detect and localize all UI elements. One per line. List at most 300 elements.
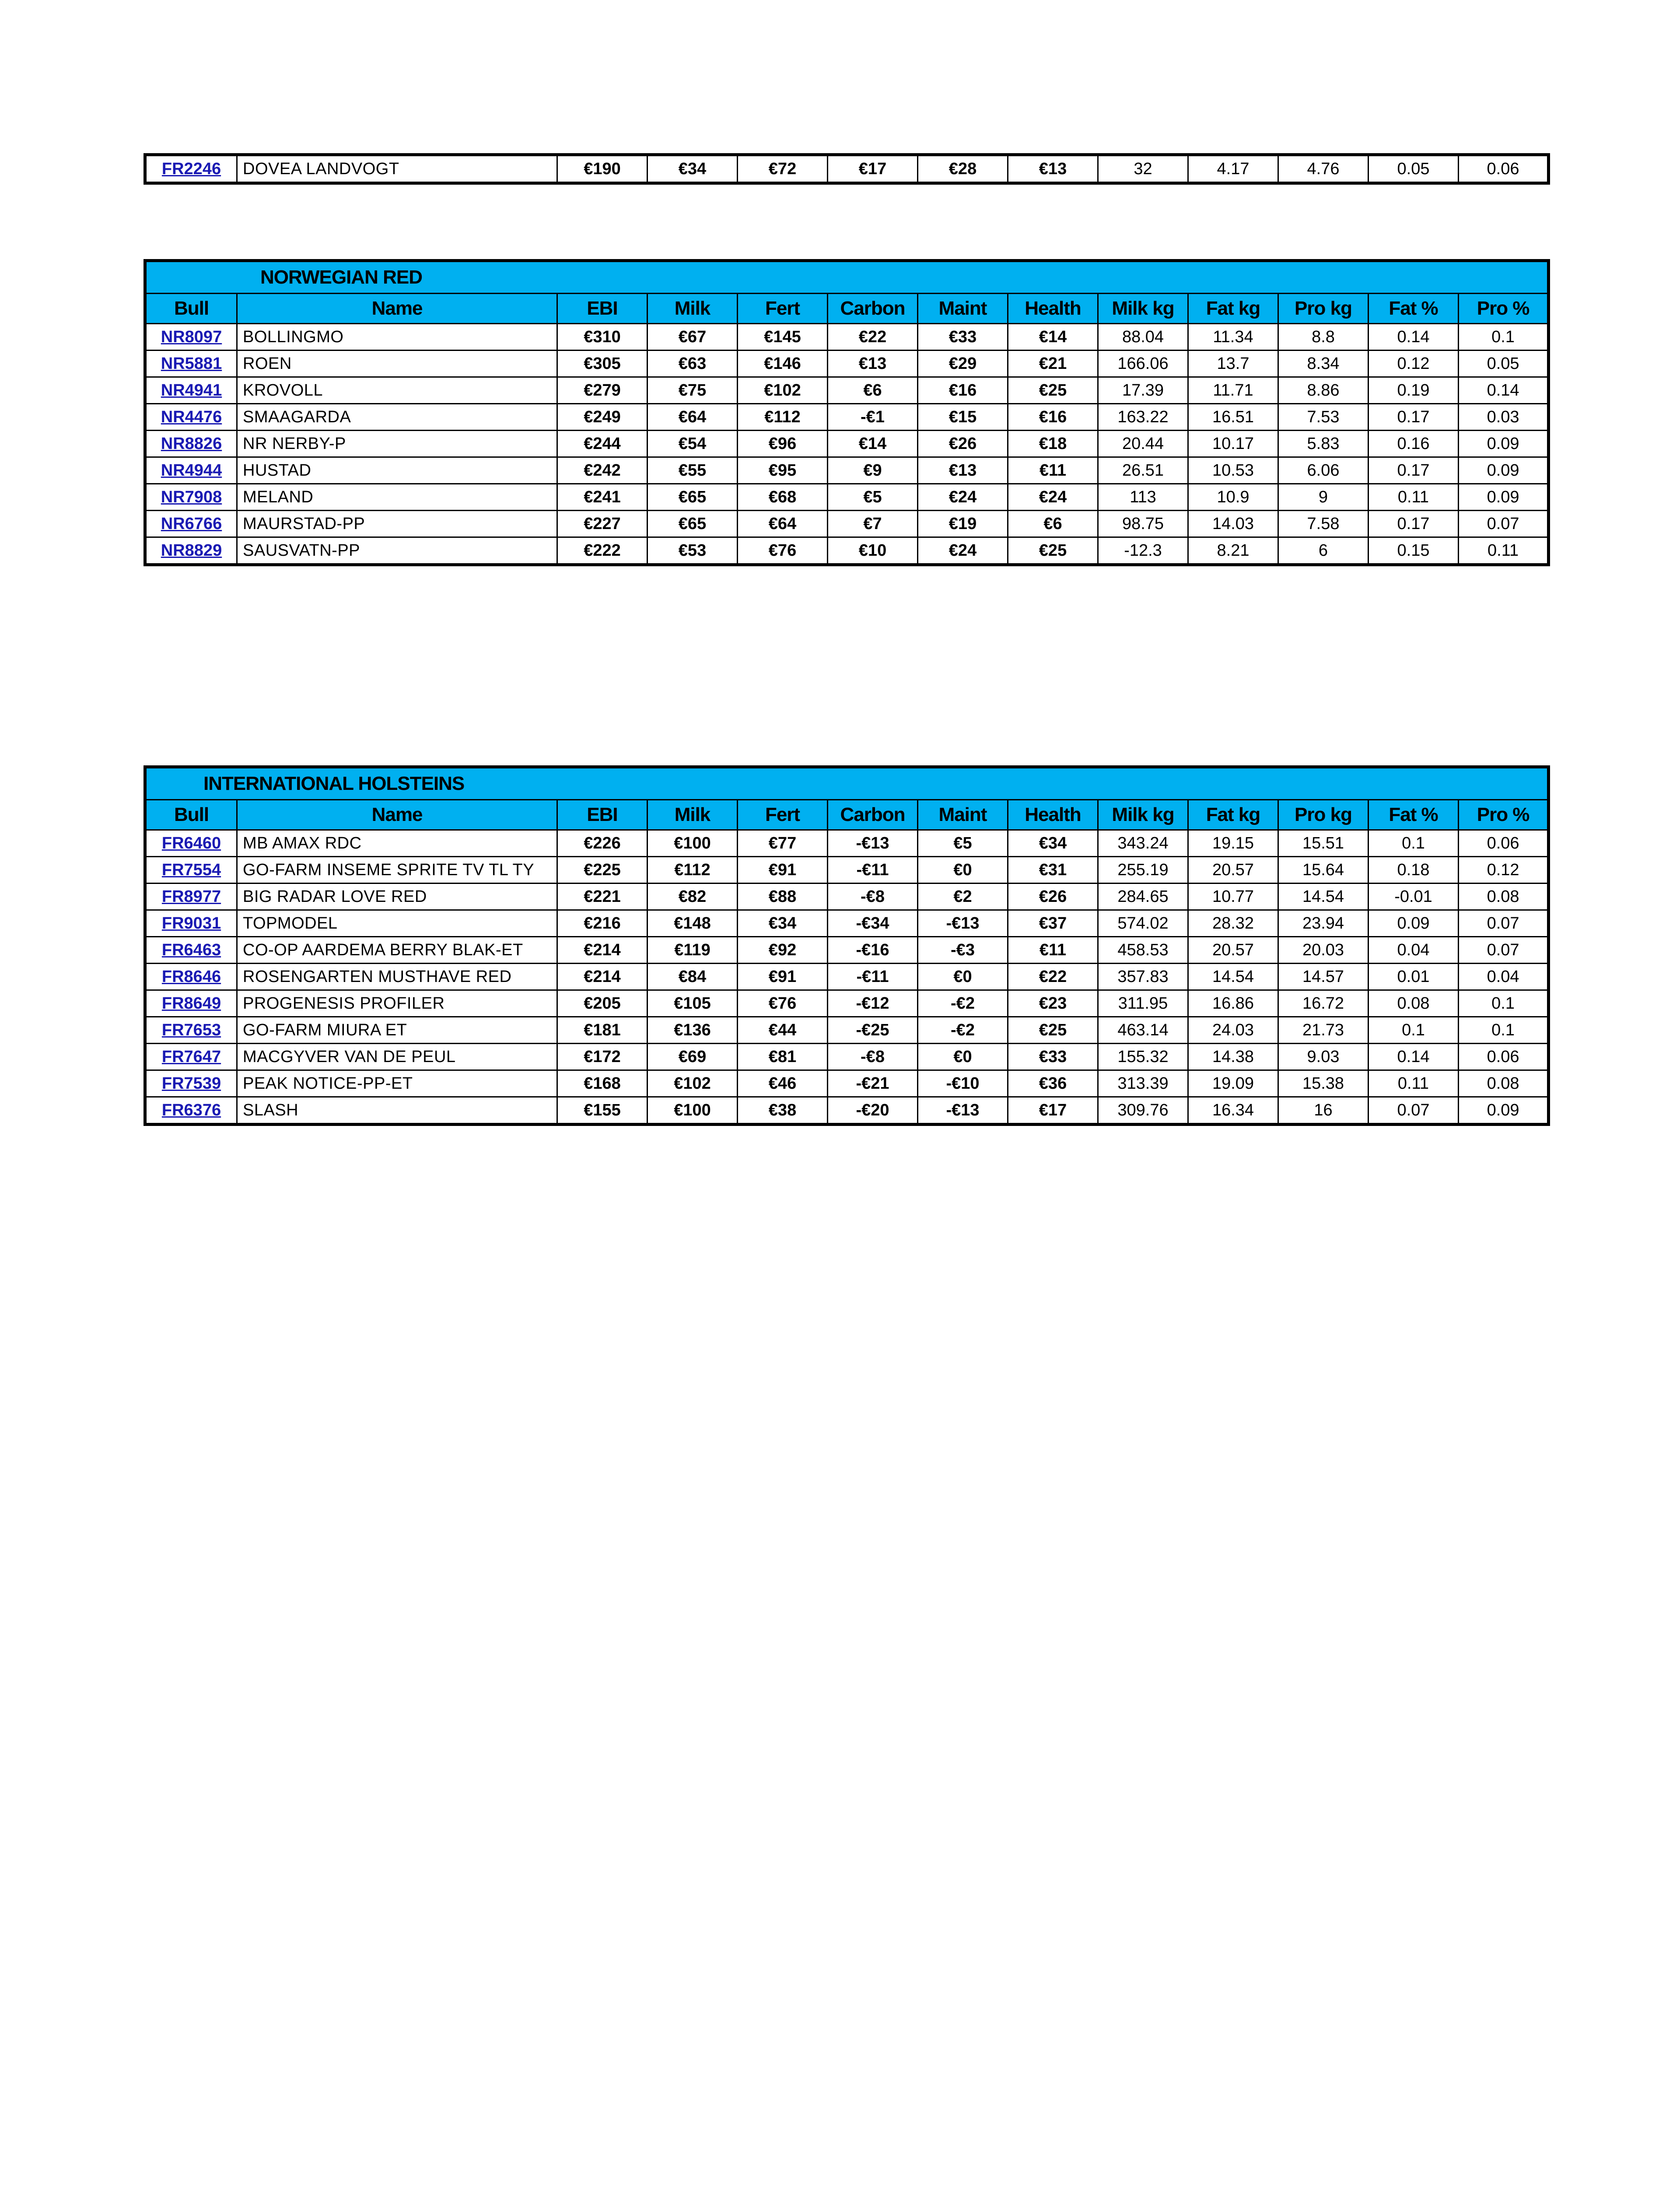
value-cell: €23 [1008,990,1098,1017]
value-cell: 0.09 [1459,457,1549,484]
value-cell: 0.17 [1368,511,1459,537]
value-cell: €5 [828,484,918,511]
value-cell: €225 [557,857,648,884]
section-title: NORWEGIAN RED [260,266,422,288]
value-cell: €112 [648,857,738,884]
value-cell: €19 [918,511,1008,537]
value-cell: 0.03 [1459,404,1549,431]
value-cell: -€34 [828,910,918,937]
bull-cell [145,324,237,351]
bull-name-cell: PROGENESIS PROFILER [237,990,557,1017]
table-row [145,404,1549,431]
value-cell: €279 [557,377,648,404]
value-cell: €33 [918,324,1008,351]
bull-name-cell: KROVOLL [237,377,557,404]
value-cell: -0.01 [1368,884,1459,910]
value-cell: 8.86 [1278,377,1368,404]
bull-cell [145,1097,237,1125]
value-cell: €226 [557,830,648,857]
value-cell: 0.09 [1368,910,1459,937]
bull-link[interactable]: NR8826 [161,435,222,453]
bull-name-cell: MAURSTAD-PP [237,511,557,537]
value-cell: €136 [648,1017,738,1044]
value-cell: €5 [918,830,1008,857]
value-cell: €24 [918,537,1008,565]
value-cell: €29 [918,351,1008,377]
table-row [145,511,1549,537]
value-cell: €95 [738,457,828,484]
value-cell: 357.83 [1098,964,1188,990]
column-header: Milk [648,800,738,830]
value-cell: €91 [738,857,828,884]
section-title: INTERNATIONAL HOLSTEINS [203,773,465,794]
value-cell: 20.03 [1278,937,1368,964]
value-cell: -€13 [828,830,918,857]
table-row [145,484,1549,511]
value-cell: 0.09 [1459,1097,1549,1125]
value-cell: €6 [1008,511,1098,537]
bull-cell [145,1017,237,1044]
value-cell: €64 [648,404,738,431]
value-cell: €221 [557,884,648,910]
value-cell: 19.15 [1188,830,1278,857]
value-cell: €34 [738,910,828,937]
value-cell: -€1 [828,404,918,431]
value-cell: 16.86 [1188,990,1278,1017]
bull-link[interactable]: FR6460 [161,834,221,852]
value-cell: 463.14 [1098,1017,1188,1044]
value-cell: 0.14 [1459,377,1549,404]
value-cell: €25 [1008,537,1098,565]
value-cell: 4.76 [1278,155,1368,183]
value-cell: €76 [738,990,828,1017]
bull-link[interactable]: FR6376 [161,1101,221,1119]
bull-name-cell: NR NERBY-P [237,431,557,457]
value-cell: 13.7 [1188,351,1278,377]
table-row [145,937,1549,964]
value-cell: 284.65 [1098,884,1188,910]
bull-link[interactable]: FR8977 [161,887,221,906]
value-cell: 10.53 [1188,457,1278,484]
value-cell: 14.54 [1188,964,1278,990]
bull-cell [145,857,237,884]
bull-link[interactable]: FR6463 [161,941,221,959]
value-cell: 0.14 [1368,1044,1459,1070]
value-cell: 6 [1278,537,1368,565]
value-cell: €75 [648,377,738,404]
section-title-cell [145,767,1549,800]
value-cell: -€2 [918,1017,1008,1044]
value-cell: 23.94 [1278,910,1368,937]
value-cell: 0.05 [1368,155,1459,183]
bull-name-cell: PEAK NOTICE-PP-ET [237,1070,557,1097]
value-cell: 0.1 [1459,1017,1549,1044]
table-row [145,1097,1549,1125]
value-cell: 10.77 [1188,884,1278,910]
value-cell: 20.57 [1188,937,1278,964]
column-header: Fert [738,294,828,324]
value-cell: 16 [1278,1097,1368,1125]
table-row [145,1017,1549,1044]
column-header: Fert [738,800,828,830]
value-cell: €15 [918,404,1008,431]
value-cell: €242 [557,457,648,484]
value-cell: -€12 [828,990,918,1017]
column-header: EBI [557,800,648,830]
section-title-row [145,767,1549,800]
value-cell: 0.06 [1459,1044,1549,1070]
value-cell: 0.07 [1459,910,1549,937]
value-cell: €25 [1008,377,1098,404]
table-row [145,537,1549,565]
column-header: Maint [918,294,1008,324]
value-cell: -€11 [828,857,918,884]
value-cell: 10.17 [1188,431,1278,457]
table-row [145,964,1549,990]
header-row [145,800,1549,830]
bull-cell [145,351,237,377]
value-cell: 8.34 [1278,351,1368,377]
value-cell: 0.04 [1459,964,1549,990]
column-header: EBI [557,294,648,324]
value-cell: 0.11 [1368,1070,1459,1097]
value-cell: €181 [557,1017,648,1044]
value-cell: €46 [738,1070,828,1097]
value-cell: €33 [1008,1044,1098,1070]
value-cell: 0.18 [1368,857,1459,884]
bull-cell [145,511,237,537]
value-cell: 21.73 [1278,1017,1368,1044]
bull-link[interactable]: FR7554 [161,861,221,879]
international-holsteins-table [144,765,1550,1126]
value-cell: €112 [738,404,828,431]
value-cell: €222 [557,537,648,565]
value-cell: €17 [1008,1097,1098,1125]
value-cell: 16.51 [1188,404,1278,431]
bull-link[interactable]: FR7647 [161,1048,221,1066]
value-cell: €96 [738,431,828,457]
column-header: Carbon [828,800,918,830]
value-cell: €13 [918,457,1008,484]
bull-name-cell: MELAND [237,484,557,511]
bull-link[interactable]: FR8649 [161,994,221,1013]
value-cell: €0 [918,964,1008,990]
value-cell: €34 [648,155,738,183]
bull-name-cell: MACGYVER VAN DE PEUL [237,1044,557,1070]
value-cell: €205 [557,990,648,1017]
value-cell: 255.19 [1098,857,1188,884]
value-cell: €16 [918,377,1008,404]
value-cell: -€8 [828,1044,918,1070]
value-cell: €68 [738,484,828,511]
value-cell: €145 [738,324,828,351]
value-cell: -€3 [918,937,1008,964]
bull-link[interactable]: FR7539 [161,1074,221,1093]
value-cell: €9 [828,457,918,484]
value-cell: 0.11 [1368,484,1459,511]
value-cell: €2 [918,884,1008,910]
bull-link[interactable]: FR9031 [161,914,221,933]
value-cell: €54 [648,431,738,457]
value-cell: 16.72 [1278,990,1368,1017]
table-row [145,155,1549,183]
value-cell: €10 [828,537,918,565]
value-cell: €25 [1008,1017,1098,1044]
bull-link[interactable]: FR7653 [161,1021,221,1039]
value-cell: 15.64 [1278,857,1368,884]
column-header: Pro % [1459,294,1549,324]
value-cell: 14.57 [1278,964,1368,990]
bull-name-cell: GO-FARM MIURA ET [237,1017,557,1044]
value-cell: €55 [648,457,738,484]
bull-cell [145,537,237,565]
bull-link[interactable]: NR7908 [161,488,222,506]
column-header: Bull [145,294,237,324]
bull-cell [145,457,237,484]
value-cell: 8.8 [1278,324,1368,351]
bull-name-cell: CO-OP AARDEMA BERRY BLAK-ET [237,937,557,964]
value-cell: 155.32 [1098,1044,1188,1070]
value-cell: €244 [557,431,648,457]
value-cell: €91 [738,964,828,990]
bull-link[interactable]: NR4476 [161,408,222,426]
value-cell: 0.06 [1459,155,1549,183]
column-header: Fat % [1368,800,1459,830]
value-cell: €148 [648,910,738,937]
value-cell: €77 [738,830,828,857]
value-cell: €0 [918,1044,1008,1070]
column-header: Fat kg [1188,294,1278,324]
table-row [145,830,1549,857]
value-cell: 20.57 [1188,857,1278,884]
bull-link[interactable]: NR6766 [161,515,222,533]
bull-cell [145,431,237,457]
value-cell: 5.83 [1278,431,1368,457]
column-header: Bull [145,800,237,830]
value-cell: 309.76 [1098,1097,1188,1125]
value-cell: 0.08 [1459,884,1549,910]
value-cell: €76 [738,537,828,565]
column-header: Pro kg [1278,294,1368,324]
value-cell: €0 [918,857,1008,884]
value-cell: €92 [738,937,828,964]
value-cell: 166.06 [1098,351,1188,377]
value-cell: 113 [1098,484,1188,511]
bull-name-cell: GO-FARM INSEME SPRITE TV TL TY [237,857,557,884]
value-cell: €53 [648,537,738,565]
value-cell: €44 [738,1017,828,1044]
value-cell: 0.1 [1368,1017,1459,1044]
value-cell: -€13 [918,1097,1008,1125]
column-header: Pro kg [1278,800,1368,830]
value-cell: 0.01 [1368,964,1459,990]
value-cell: €82 [648,884,738,910]
bull-link[interactable]: NR4944 [161,461,222,480]
value-cell: 0.11 [1459,537,1549,565]
column-header: Milk kg [1098,800,1188,830]
value-cell: 4.17 [1188,155,1278,183]
table-row [145,324,1549,351]
column-header: Health [1008,294,1098,324]
value-cell: -€2 [918,990,1008,1017]
value-cell: 343.24 [1098,830,1188,857]
value-cell: €11 [1008,457,1098,484]
column-header: Fat % [1368,294,1459,324]
bull-link[interactable]: NR4941 [161,381,222,400]
value-cell: 0.06 [1459,830,1549,857]
bull-link[interactable]: NR8097 [161,328,222,346]
value-cell: €100 [648,1097,738,1125]
value-cell: €84 [648,964,738,990]
value-cell: 574.02 [1098,910,1188,937]
value-cell: -12.3 [1098,537,1188,565]
value-cell: €7 [828,511,918,537]
bull-cell [145,830,237,857]
value-cell: €13 [828,351,918,377]
value-cell: €72 [738,155,828,183]
value-cell: 9.03 [1278,1044,1368,1070]
bull-link[interactable]: NR8829 [161,541,222,560]
column-header: Maint [918,800,1008,830]
value-cell: 0.09 [1459,431,1549,457]
value-cell: 17.39 [1098,377,1188,404]
value-cell: 7.58 [1278,511,1368,537]
bull-name-cell: SLASH [237,1097,557,1125]
value-cell: 8.21 [1188,537,1278,565]
bull-name-cell: ROSENGARTEN MUSTHAVE RED [237,964,557,990]
value-cell: -€16 [828,937,918,964]
value-cell: €88 [738,884,828,910]
value-cell: €190 [557,155,648,183]
value-cell: 14.03 [1188,511,1278,537]
value-cell: 11.71 [1188,377,1278,404]
value-cell: 6.06 [1278,457,1368,484]
value-cell: -€10 [918,1070,1008,1097]
value-cell: €21 [1008,351,1098,377]
value-cell: -€25 [828,1017,918,1044]
value-cell: €24 [1008,484,1098,511]
bull-name-cell: BOLLINGMO [237,324,557,351]
bull-name-cell: BIG RADAR LOVE RED [237,884,557,910]
value-cell: 19.09 [1188,1070,1278,1097]
value-cell: €38 [738,1097,828,1125]
value-cell: 0.16 [1368,431,1459,457]
value-cell: -€20 [828,1097,918,1125]
table-row [145,990,1549,1017]
value-cell: €11 [1008,937,1098,964]
value-cell: 24.03 [1188,1017,1278,1044]
table-row [145,884,1549,910]
bull-cell [145,155,237,183]
column-header: Milk [648,294,738,324]
value-cell: €67 [648,324,738,351]
value-cell: 0.14 [1368,324,1459,351]
value-cell: 11.34 [1188,324,1278,351]
value-cell: €241 [557,484,648,511]
value-cell: 458.53 [1098,937,1188,964]
value-cell: €172 [557,1044,648,1070]
bull-name-cell: HUSTAD [237,457,557,484]
bull-name-cell: MB AMAX RDC [237,830,557,857]
value-cell: €37 [1008,910,1098,937]
value-cell: -€11 [828,964,918,990]
bull-cell [145,884,237,910]
value-cell: 9 [1278,484,1368,511]
column-header: Pro % [1459,800,1549,830]
table-row [145,457,1549,484]
value-cell: -€21 [828,1070,918,1097]
value-cell: 0.09 [1459,484,1549,511]
value-cell: €119 [648,937,738,964]
value-cell: €22 [1008,964,1098,990]
value-cell: 0.05 [1459,351,1549,377]
value-cell: €69 [648,1044,738,1070]
value-cell: 7.53 [1278,404,1368,431]
column-header: Milk kg [1098,294,1188,324]
value-cell: 26.51 [1098,457,1188,484]
value-cell: 0.15 [1368,537,1459,565]
value-cell: €100 [648,830,738,857]
value-cell: €214 [557,964,648,990]
value-cell: 0.1 [1459,990,1549,1017]
bull-name-cell: ROEN [237,351,557,377]
value-cell: €155 [557,1097,648,1125]
bull-link[interactable]: NR5881 [161,354,222,373]
value-cell: 0.07 [1368,1097,1459,1125]
value-cell: €146 [738,351,828,377]
value-cell: €81 [738,1044,828,1070]
value-cell: €65 [648,484,738,511]
value-cell: 313.39 [1098,1070,1188,1097]
header-row [145,294,1549,324]
section-title-cell [145,261,1549,294]
table-row [145,1044,1549,1070]
value-cell: 0.12 [1459,857,1549,884]
bull-link[interactable]: FR2246 [161,160,221,178]
value-cell: €18 [1008,431,1098,457]
value-cell: 28.32 [1188,910,1278,937]
value-cell: €6 [828,377,918,404]
value-cell: €14 [828,431,918,457]
table-row [145,910,1549,937]
value-cell: 14.38 [1188,1044,1278,1070]
value-cell: €24 [918,484,1008,511]
value-cell: 0.1 [1459,324,1549,351]
bull-cell [145,404,237,431]
bull-cell [145,1044,237,1070]
value-cell: €64 [738,511,828,537]
bull-link[interactable]: FR8646 [161,968,221,986]
value-cell: -€13 [918,910,1008,937]
column-header: Health [1008,800,1098,830]
value-cell: €168 [557,1070,648,1097]
value-cell: €17 [828,155,918,183]
value-cell: €102 [738,377,828,404]
value-cell: €22 [828,324,918,351]
value-cell: €14 [1008,324,1098,351]
table-row [145,1070,1549,1097]
value-cell: €26 [1008,884,1098,910]
bull-name-cell: SAUSVATN-PP [237,537,557,565]
value-cell: 0.19 [1368,377,1459,404]
value-cell: 14.54 [1278,884,1368,910]
value-cell: €216 [557,910,648,937]
bull-cell [145,990,237,1017]
value-cell: 88.04 [1098,324,1188,351]
table-row [145,351,1549,377]
value-cell: 0.08 [1368,990,1459,1017]
value-cell: 0.08 [1459,1070,1549,1097]
